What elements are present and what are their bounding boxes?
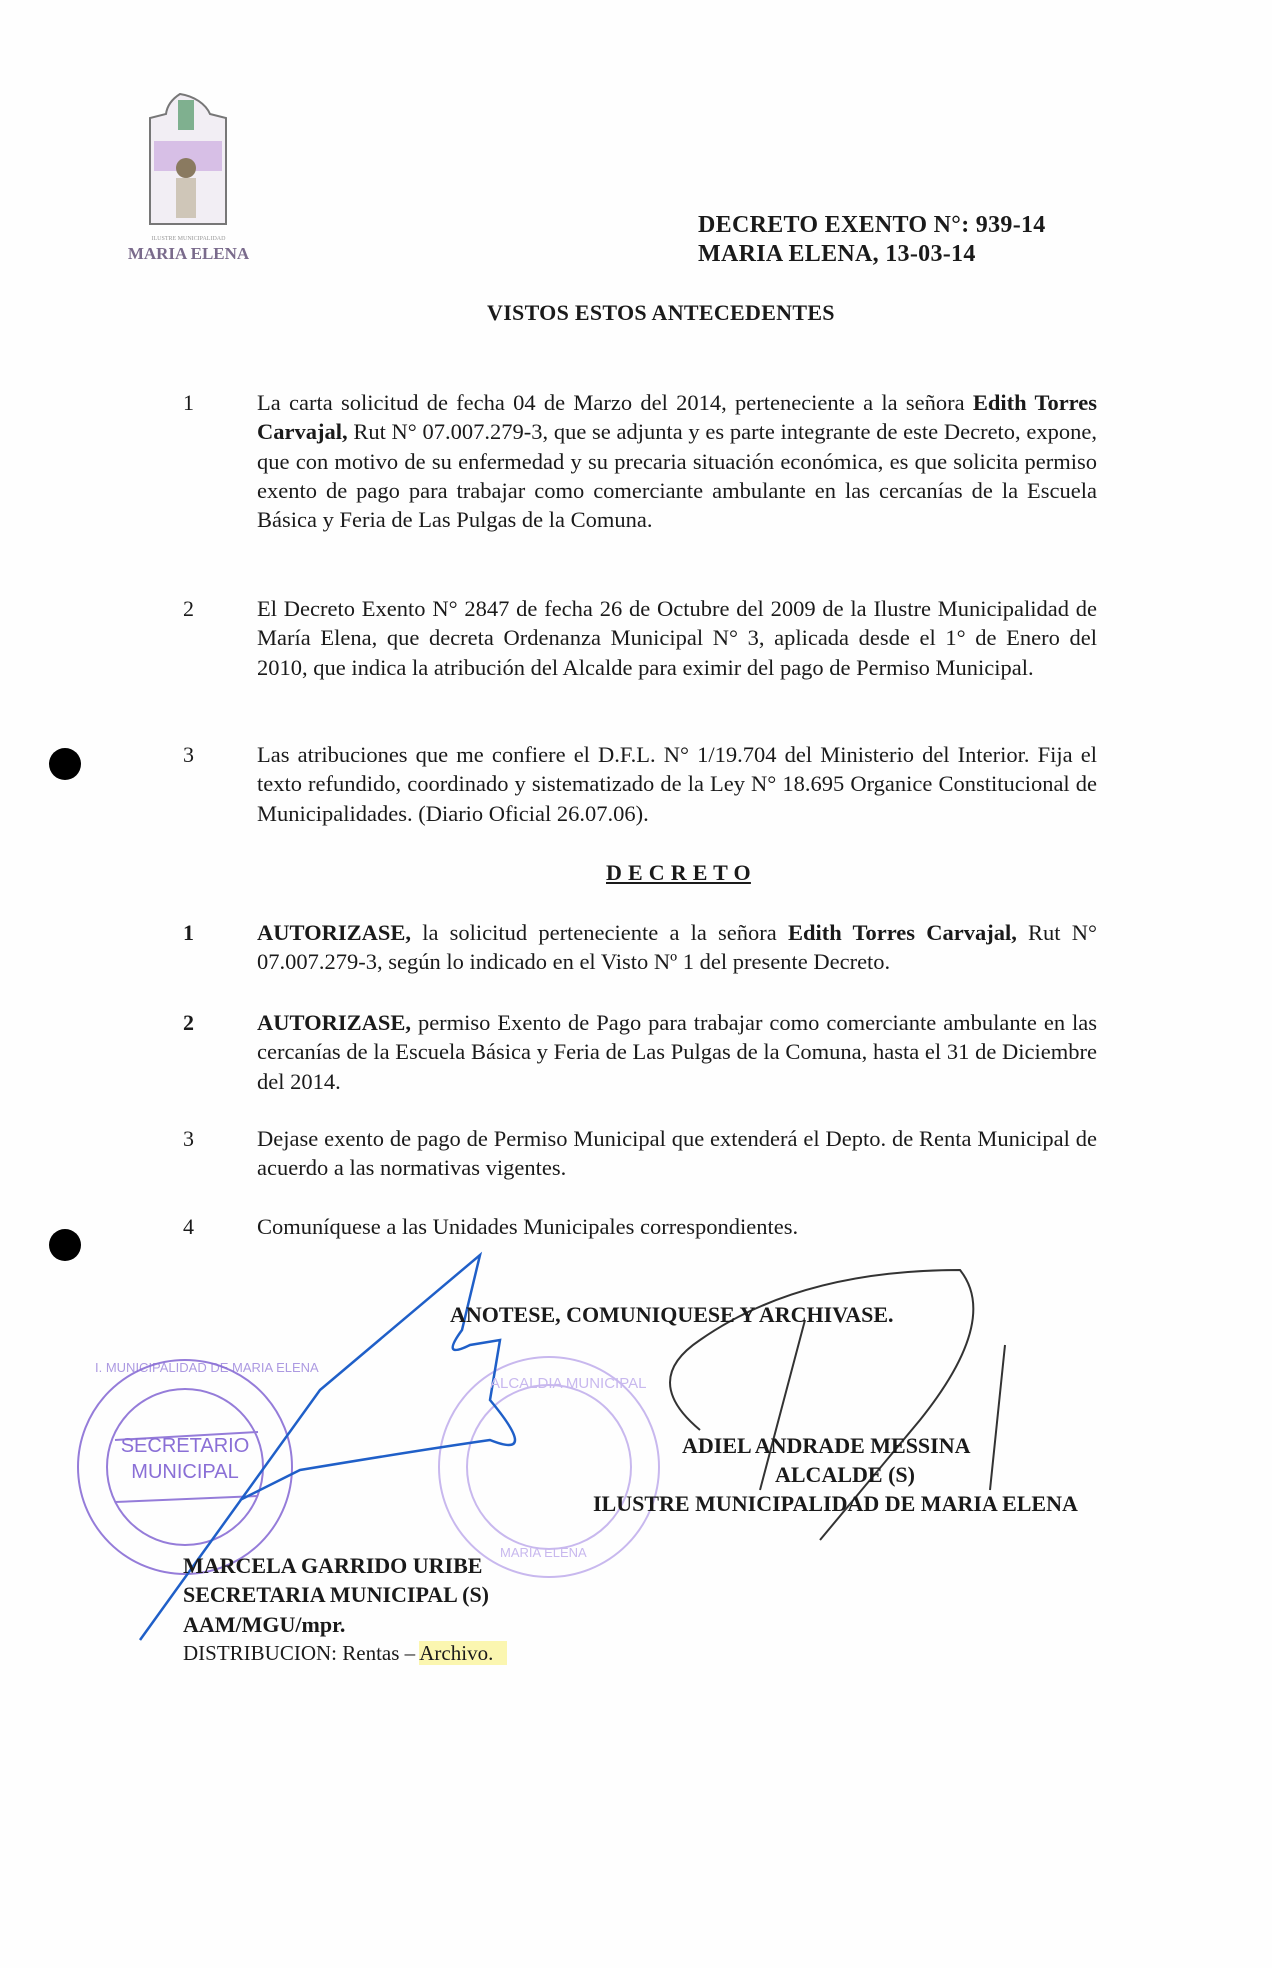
logo-small-text: ILUSTRE MUNICIPALIDAD — [151, 236, 226, 242]
text: AUTORIZASE, — [257, 1010, 412, 1035]
distribution-label: DISTRIBUCION: Rentas – — [183, 1641, 420, 1665]
decreto-number: 3 — [183, 1126, 194, 1151]
punch-hole — [49, 748, 81, 780]
decree-number: DECRETO EXENTO N°: 939-14 — [698, 212, 1046, 238]
decreto-number: 2 — [183, 1010, 194, 1035]
place-date: MARIA ELENA, 13-03-14 — [698, 241, 976, 267]
decreto-number: 1 — [183, 920, 194, 945]
distribution-archive: Archivo. — [419, 1641, 507, 1665]
visto-1 — [257, 388, 1097, 534]
distribution — [183, 1641, 507, 1666]
closing-formula: ANOTESE, COMUNIQUESE Y ARCHIVASE. — [450, 1302, 894, 1327]
text: Rut N° 07.007.279-3, según lo indicado en el Visto Nº 1 del presente Decreto. — [257, 920, 1097, 975]
text: Rut N° 07.007.279-3, que se adjunta y es parte integrante de este Decreto, expone, que con motivo de su enfermedad y su precaria situación económica, es que solicita permiso exento de pago para trabajar como comerciante ambulante en las cercanías de la Escuela Básica y Feria de Las Pulgas de la Comuna. — [257, 419, 1097, 533]
secretary-stamp-text — [110, 1433, 260, 1485]
text: permiso Exento de Pago para trabajar como comerciante ambulante en las cercanías de la Escuela Básica y Feria de Las Pulgas de la Comuna, hasta el 31 de Diciembre del 2014. — [257, 1010, 1097, 1094]
mayor-organization: ILUSTRE MUNICIPALIDAD DE MARIA ELENA — [593, 1491, 1078, 1516]
mayor-name: ADIEL ANDRADE MESSINA — [682, 1433, 971, 1458]
visto-2: El Decreto Exento N° 2847 de fecha 26 de Octubre del 2009 de la Ilustre Municipalidad de María Elena, que decreta Ordenanza Municipal N° 3, aplicada desde el 1° de Enero del 2010, que indica la atribución del Alcalde para eximir del pago de Permiso Municipal. — [257, 596, 1097, 680]
initials: AAM/MGU/mpr. — [183, 1612, 346, 1637]
secretary-role: SECRETARIA MUNICIPAL (S) — [183, 1582, 490, 1607]
logo-name: MARIA ELENA — [127, 244, 250, 263]
vistos-title: VISTOS ESTOS ANTECEDENTES — [487, 300, 835, 325]
mayor-stamp-ring: ALCALDIA MUNICIPAL — [490, 1375, 647, 1392]
punch-hole — [49, 1229, 81, 1261]
visto-number: 1 — [183, 390, 194, 415]
text: AUTORIZASE, — [257, 920, 412, 945]
decreto-1 — [257, 918, 1097, 977]
person-name: Edith Torres Carvajal, — [257, 390, 1098, 445]
decreto-4: Comuníquese a las Unidades Municipales correspondientes. — [257, 1214, 799, 1239]
decreto-number: 4 — [183, 1214, 194, 1239]
decreto-3: Dejase exento de pago de Permiso Municipal que extenderá el Depto. de Renta Municipal de acuerdo a las normativas vigentes. — [257, 1126, 1097, 1181]
mayor-role: ALCALDE (S) — [775, 1462, 915, 1487]
text: La carta solicitud de fecha 04 de Marzo del 2014, perteneciente a la señora — [257, 390, 973, 415]
stamp-line: MUNICIPAL — [131, 1461, 239, 1483]
secretary-name: MARCELA GARRIDO URIBE — [183, 1553, 483, 1578]
visto-number: 3 — [183, 742, 194, 767]
secretary-stamp-ring: I. MUNICIPALIDAD DE MARIA ELENA — [95, 1360, 319, 1375]
stamp-line: SECRETARIO — [120, 1435, 250, 1457]
municipal-logo — [130, 86, 246, 231]
visto-3: Las atribuciones que me confiere el D.F.L. N° 1/19.704 del Ministerio del Interior. Fija el texto refundido, coordinado y sistematizado de la Ley N° 18.695 Organice Constitucional de Municipalidades. (Diario Oficial 26.07.06). — [257, 742, 1097, 826]
person-name: Edith Torres Carvajal, — [787, 920, 1017, 945]
decreto-title: D E C R E T O — [606, 860, 751, 885]
decreto-2 — [257, 1008, 1097, 1096]
text: la solicitud perteneciente a la señora — [411, 920, 788, 945]
mayor-stamp-bottom: MARIA ELENA — [500, 1545, 587, 1560]
visto-number: 2 — [183, 596, 194, 621]
